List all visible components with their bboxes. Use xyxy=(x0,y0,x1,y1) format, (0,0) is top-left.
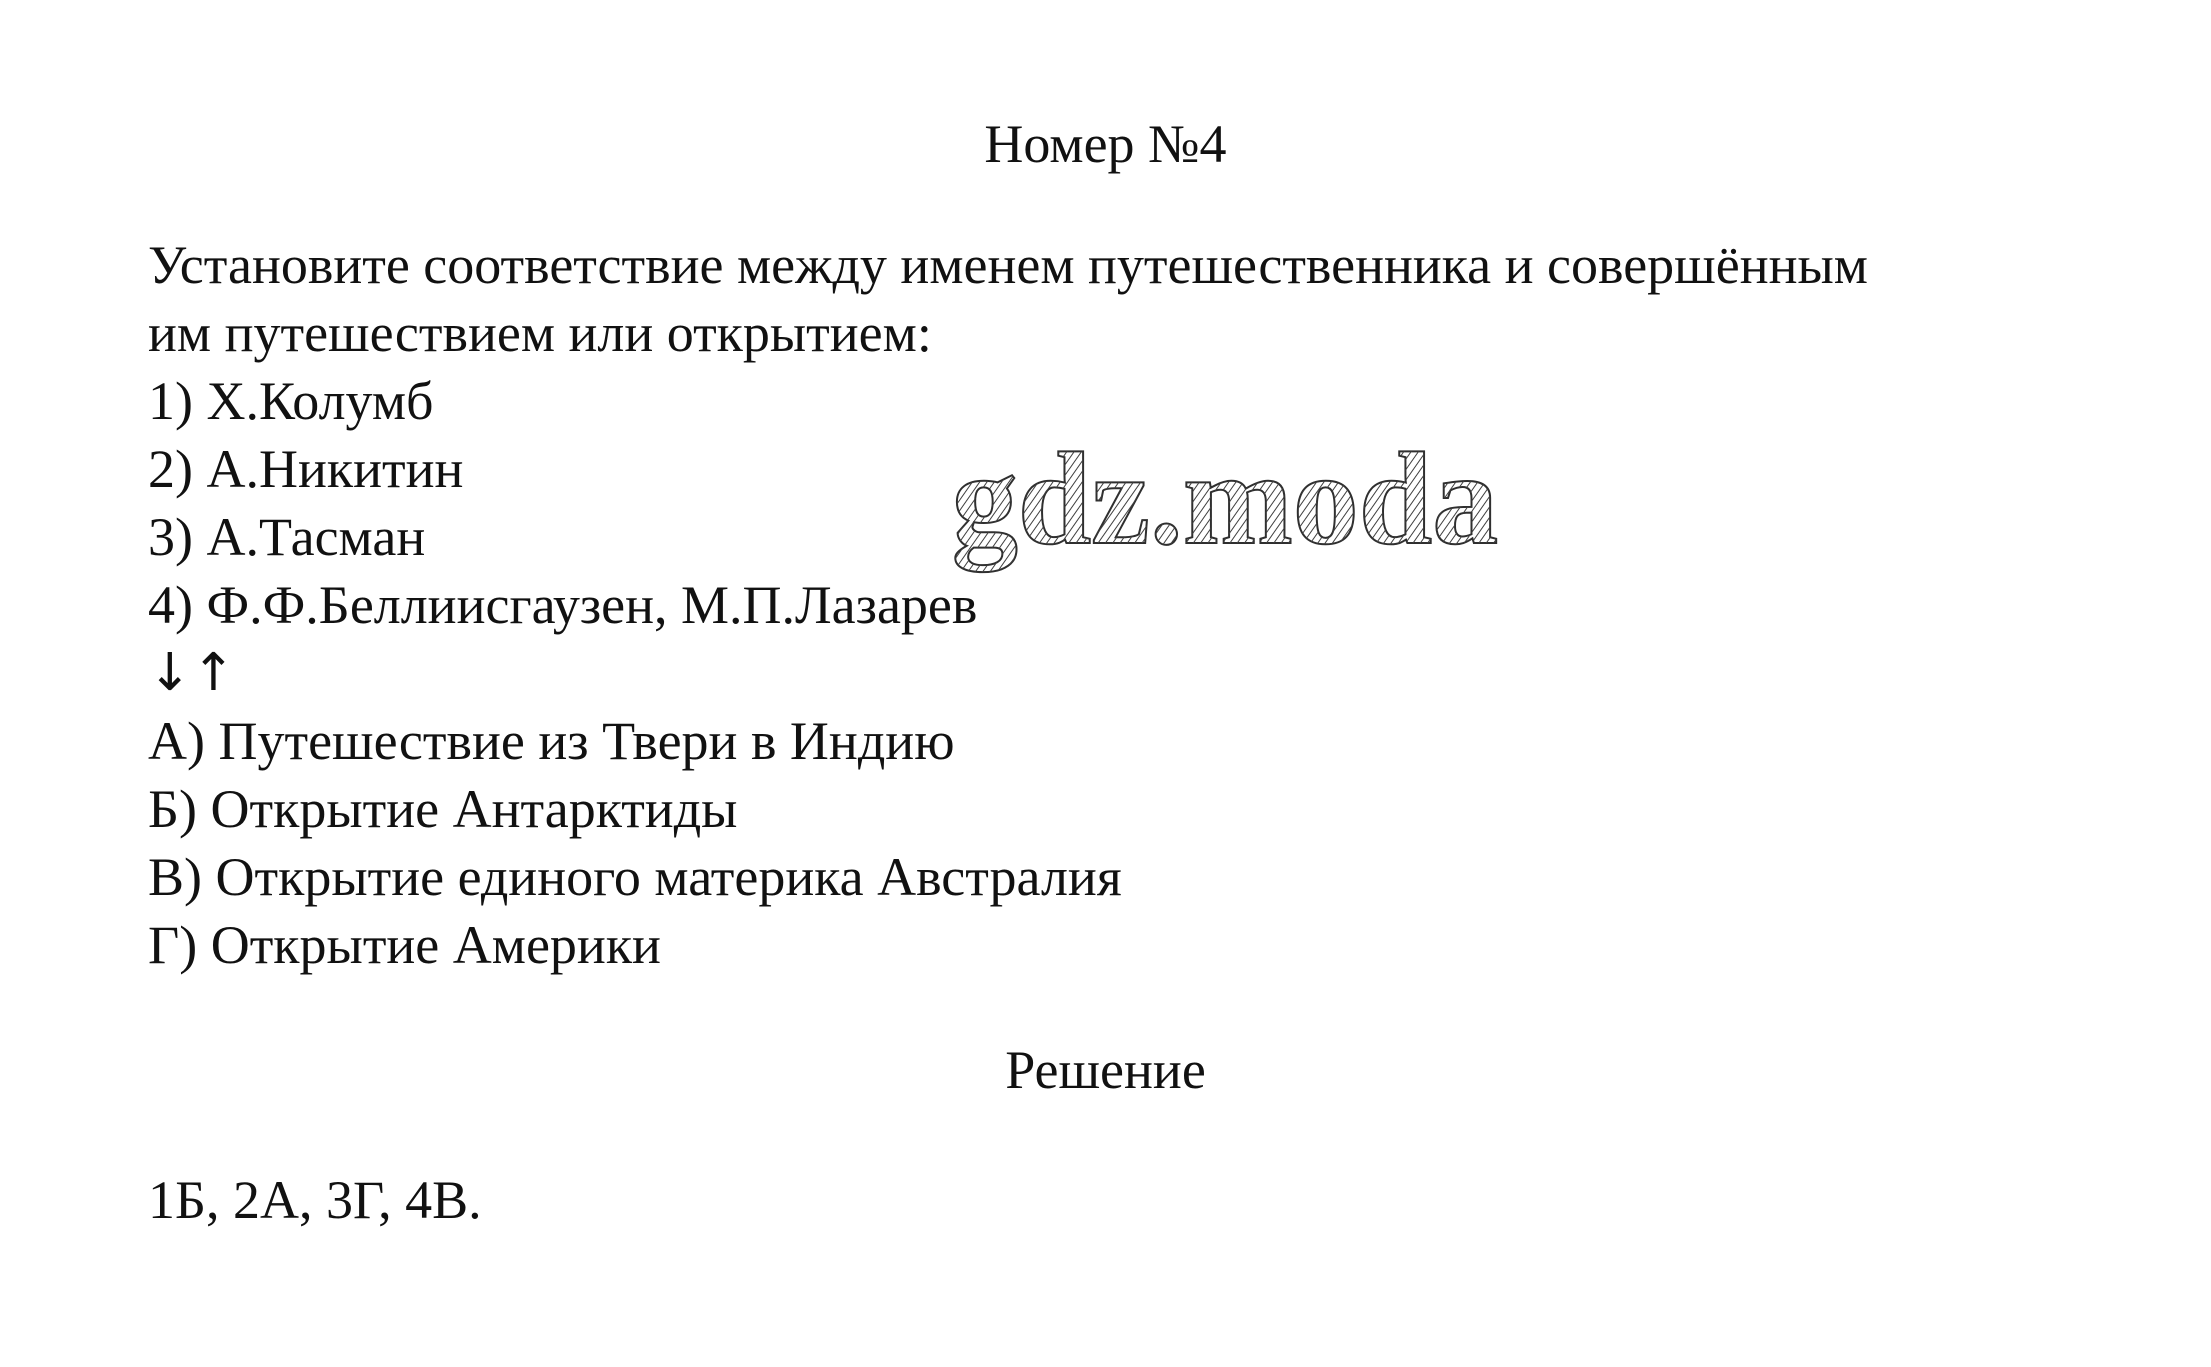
traveler-item-4: 4) Ф.Ф.Беллиисгаузен, М.П.Лазарев xyxy=(148,575,978,635)
discovery-option-a: А) Путешествие из Твери в Индию xyxy=(148,711,955,771)
traveler-item-2: 2) А.Никитин xyxy=(148,439,464,499)
problem-title: Номер №4 xyxy=(984,114,1227,174)
solution-answer: 1Б, 2А, 3Г, 4В. xyxy=(148,1170,482,1230)
watermark-logo xyxy=(900,438,1550,588)
task-block xyxy=(148,231,2128,979)
solution-heading: Решение xyxy=(1005,1040,1206,1100)
match-arrows: ↓↑ xyxy=(148,643,236,703)
traveler-item-1: 1) Х.Колумб xyxy=(148,371,434,431)
discovery-option-g: Г) Открытие Америки xyxy=(148,915,661,975)
discovery-option-v: В) Открытие единого материка Австралия xyxy=(148,847,1122,907)
task-intro-line-2: им путешествием или открытием: xyxy=(148,303,932,363)
task-intro-line-1: Установите соответствие между именем путешественника и совершённым xyxy=(148,235,1868,295)
traveler-item-3: 3) А.Тасман xyxy=(148,507,426,567)
svg-text:gdz.moda: gdz.moda xyxy=(951,438,1499,572)
discovery-option-b: Б) Открытие Антарктиды xyxy=(148,779,738,839)
